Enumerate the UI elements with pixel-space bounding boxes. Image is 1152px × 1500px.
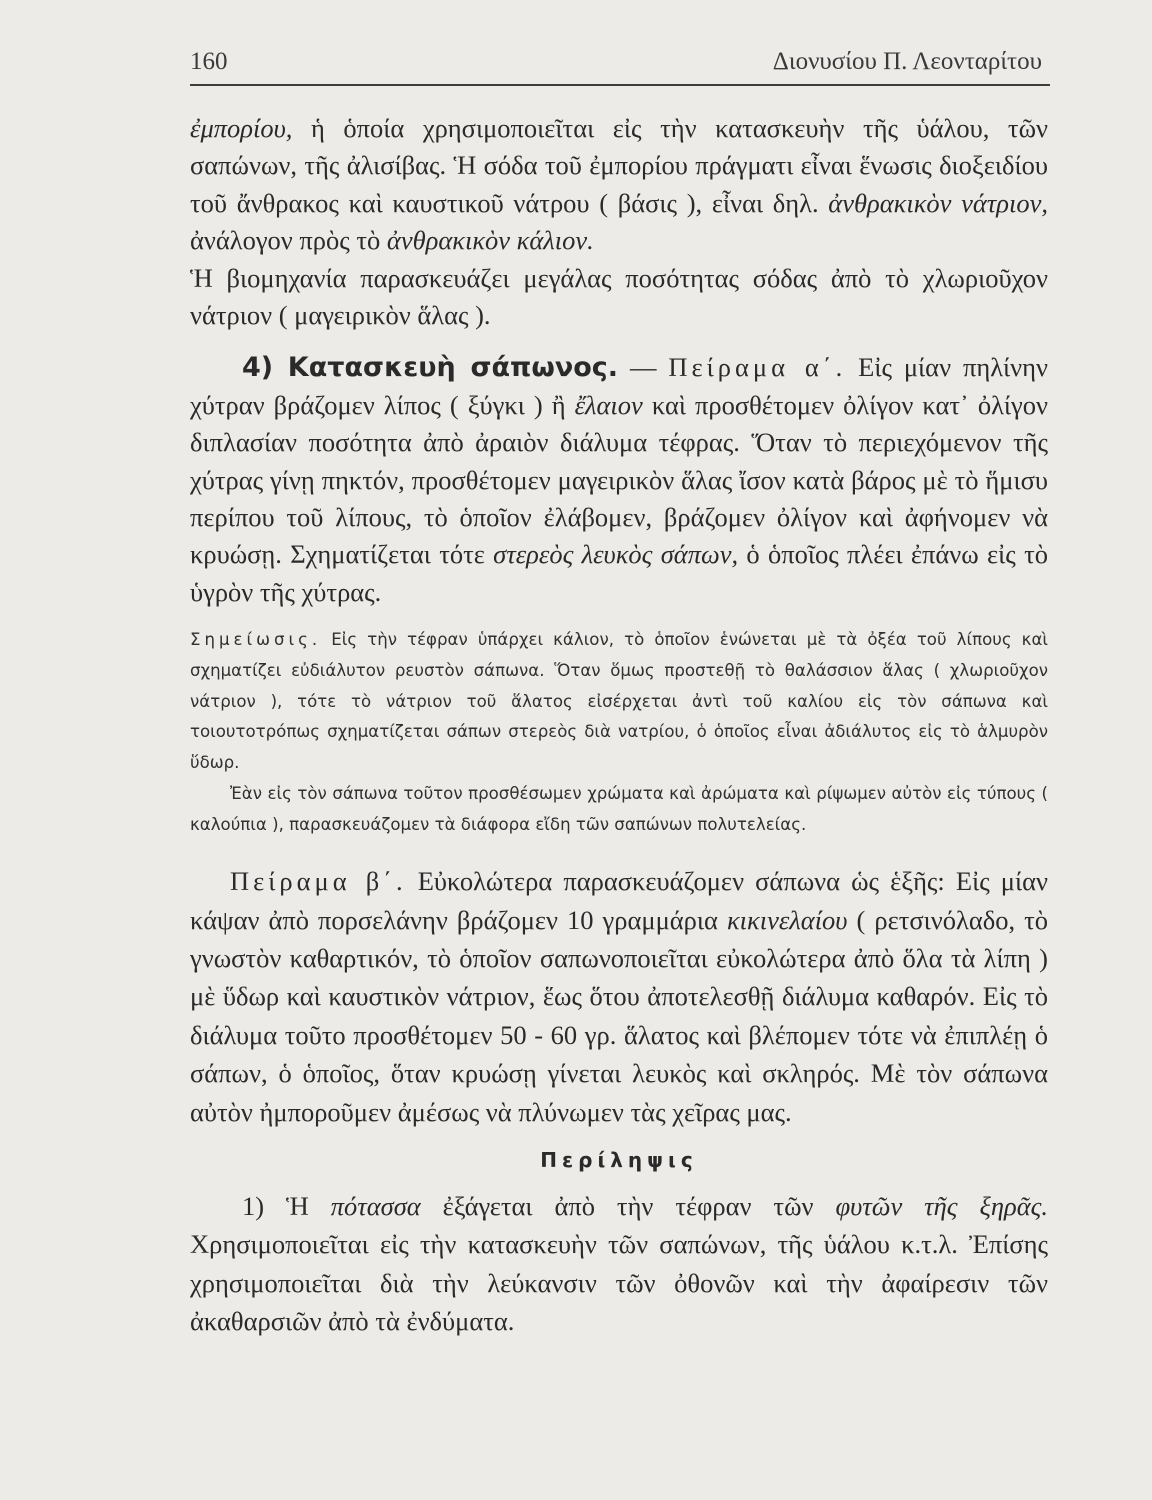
paragraph-experiment-b: Πείραμα β΄. Εὐκολώτερα παρασκευάζομεν σάπωνα ὡς ἑξῆς: Εἰς μίαν κάψαν ἀπὸ πορσελάνην βράζομεν 10 γραμμάρια κικινελαίου ( ρετσινόλαδο, τὸ γνωστὸν καθαρτικόν, τὸ ὁποῖον σαπωνοποιεῖται εὐκολώτερα ἀπὸ ὅλα τὰ λίπη ) μὲ ὕδωρ καὶ καυστικὸν νάτριον, ἕως ὅτου ἀποτελεσθῇ διάλυμα καθαρόν. Εἰς τὸ διάλυμα τοῦτο προσθέτομεν 50 - 60 γρ. ἅλατος καὶ βλέπομεν τότε νὰ ἐπιπλέῃ ὁ σάπων, ὁ ὁποῖος, ὅταν κρυώσῃ γίνεται λευκὸς καὶ σκληρός. Μὲ τὸν σάπωνα αὐτὸν ἠμποροῦμεν ἀμέσως νὰ πλύνωμεν τὰς χεῖρας μας. — [190, 866, 1049, 1127]
header-rule — [190, 84, 1050, 86]
running-title: Διονυσίου Π. Λεονταρίτου — [772, 48, 1042, 75]
note-paragraph-2: Ἐὰν εἰς τὸν σάπωνα τοῦτον προσθέσωμεν χρώματα καὶ ἀρώματα καὶ ρίψωμεν αὐτὸν εἰς τύπους ( καλούπια ), παρασκευάζομεν τὰ διάφορα εἴδη τῶν σαπώνων πολυτελείας. — [190, 783, 1048, 834]
summary-heading: Περίληψις — [540, 1148, 698, 1173]
page-header — [190, 44, 1048, 82]
paragraph-soap-making: 4) Κατασκευὴ σάπωνος. — Πείραμα α΄. Εἰς μίαν πηλίνην χύτραν βράζομεν λίπος ( ξύγκι ) ἢ ἔλαιον καὶ προσθέτομεν ὀλίγον κατ᾽ ὀλίγον διπλασίαν ποσότητα ἀπὸ ἀραιὸν διάλυμα τέφρας. Ὅταν τὸ περιεχόμενον τῆς χύτρας γίνῃ πηκτόν, προσθέτομεν μαγειρικὸν ἅλας ἴσον κατὰ βάρος μὲ τὸ ἥμισυ περίπου τοῦ λίπους, τὸ ὁποῖον ἐλάβομεν, βράζομεν ὀλίγον καὶ ἀφήνομεν νὰ κρυώσῃ. Σχηματίζεται τότε στερεὸς λευκὸς σάπων, ὁ ὁποῖος πλέει ἐπάνω εἰς τὸ ὑγρὸν τῆς χύτρας. — [190, 352, 1048, 607]
summary-item-1: 1) Ἡ πότασσα ἐξάγεται ἀπὸ τὴν τέφραν τῶν φυτῶν τῆς ξηρᾶς. Χρησιμοποιεῖται εἰς τὴν κατασκευὴν τῶν σαπώνων, τῆς ὑάλου κ.τ.λ. Ἐπίσης χρησιμοποιεῖται διὰ τὴν λεύκανσιν τῶν ὀθονῶν καὶ τὴν ἀφαίρεσιν τῶν ἀκαθαρσιῶν ἀπὸ τὰ ἐνδύματα. — [190, 1191, 1048, 1337]
page-number: 160 — [190, 48, 228, 75]
paragraph-industry: Ἡ βιομηχανία παρασκευάζει μεγάλας ποσότητας σόδας ἀπὸ τὸ χλωριοῦχον νάτριον ( μαγειρικὸν ἅλας ). — [190, 262, 1048, 331]
paragraph-soda: ἐμπορίου, ἡ ὁποία χρησιμοποιεῖται εἰς τὴν κατασκευὴν τῆς ὑάλου, τῶν σαπώνων, τῆς ἀλισίβας. Ἡ σόδα τοῦ ἐμπορίου πράγματι εἶναι ἕνωσις διοξειδίου τοῦ ἄνθρακος καὶ καυστικοῦ νάτρου ( βάσις ), εἶναι δηλ. ἀνθρακικὸν νάτριον, ἀνάλογον πρὸς τὸ ἀνθρακικὸν κάλιον. — [190, 113, 1048, 256]
experiment-label-b: Πείραμα β΄. — [230, 866, 407, 897]
section-title: 4) Κατασκευὴ σάπωνος. — [242, 352, 619, 384]
note-paragraph: Σημείωσις. Εἰς τὴν τέφραν ὑπάρχει κάλιον, τὸ ὁποῖον ἑνώνεται μὲ τὰ ὀξέα τοῦ λίπους καὶ σχηματίζει εὐδιάλυτον ρευστὸν σάπωνα. Ὅταν ὅμως προστεθῇ τὸ θαλάσσιον ἅλας ( χλωριοῦχον νάτριον ), τότε τὸ νάτριον τοῦ ἅλατος εἰσέρχεται ἀντὶ τοῦ καλίου εἰς τὸν σάπωνα καὶ τοιουτοτρόπως σχηματίζεται σάπων στερεὸς διὰ νατρίου, ὁ ὁποῖος εἶναι ἀδιάλυτος εἰς τὸ ἁλμυρὸν ὕδωρ. — [190, 630, 1048, 773]
experiment-label-a: Πείραμα α΄. — [668, 352, 847, 383]
page-body — [190, 110, 1048, 1341]
note-label: Σημείωσις. — [190, 630, 322, 650]
